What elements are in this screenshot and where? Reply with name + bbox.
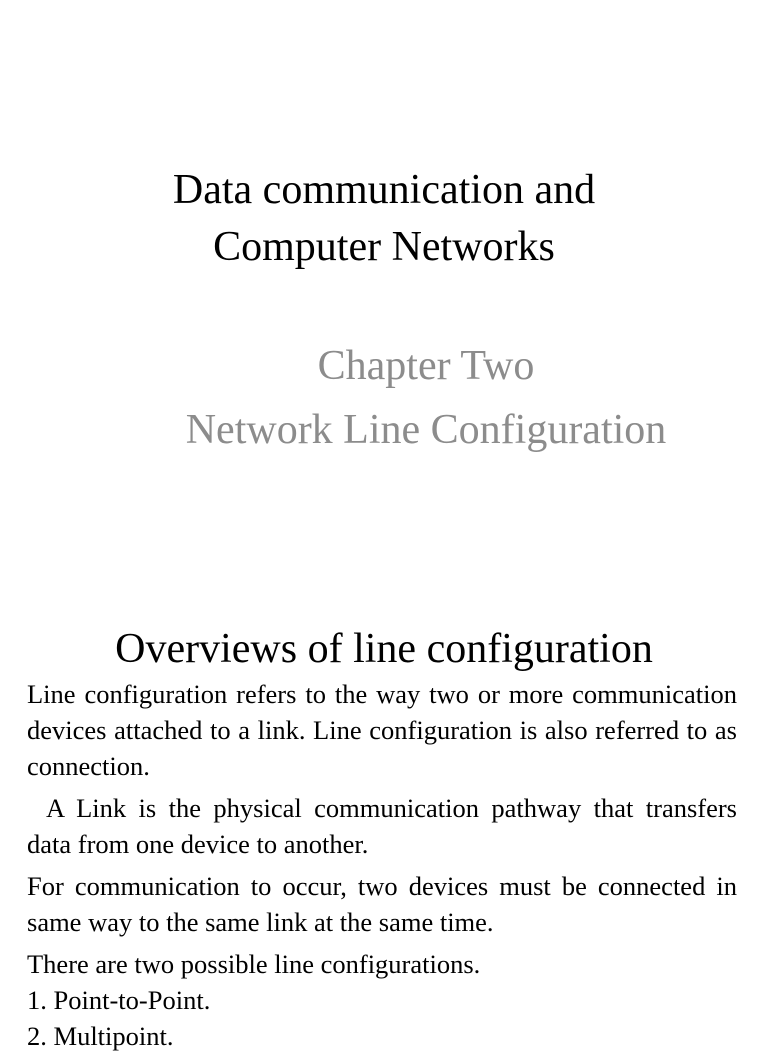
presentation-title — [0, 162, 768, 276]
body-text — [27, 676, 737, 1054]
paragraph: A Link is the physical communication pathway that transfers data from one device to another. — [27, 793, 737, 859]
content-slide — [0, 620, 768, 1051]
list-item: 1. Point-to-Point. — [27, 985, 211, 1015]
paragraph: For communication to occur, two devices must be connected in same way to the same link at the same time. — [27, 871, 737, 937]
chapter-number: Chapter Two — [317, 343, 535, 389]
chapter-title: Network Line Configuration — [185, 407, 667, 453]
list-item: 2. Multipoint. — [27, 1021, 174, 1051]
title-line-2: Computer Networks — [213, 224, 555, 270]
paragraph: There are two possible line configurations. — [27, 949, 481, 979]
paragraph: Line configuration refers to the way two or more communication devices attached to a link. Line configuration is also referred to as connection. — [27, 679, 737, 781]
title-line-1: Data communication and — [172, 167, 596, 213]
section-heading: Overviews of line configuration — [115, 626, 653, 672]
chapter-subtitle — [150, 334, 702, 462]
